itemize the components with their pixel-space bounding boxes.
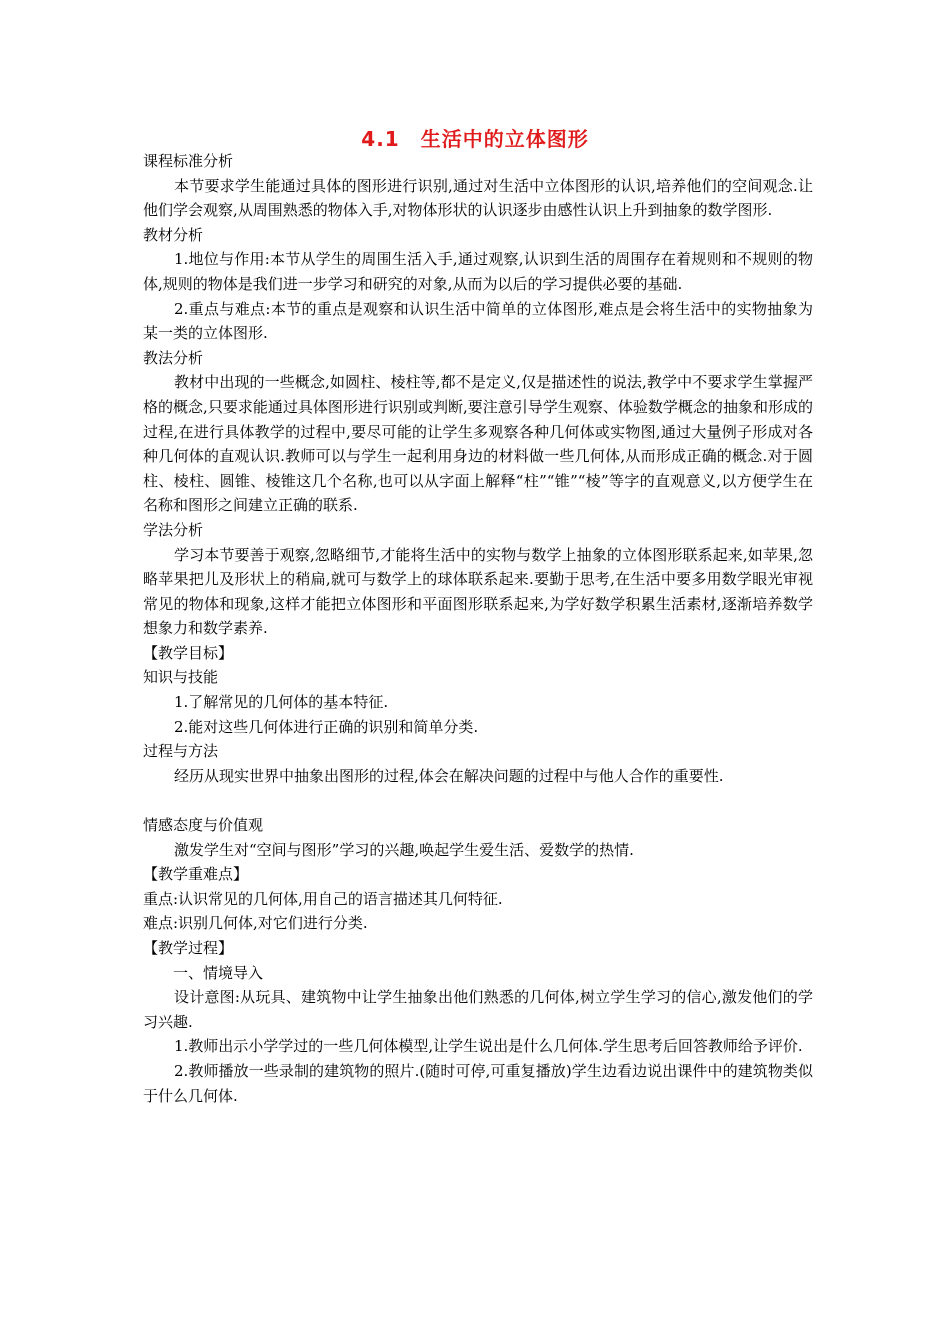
paragraph: 1.地位与作用:本节从学生的周围生活入手,通过观察,认识到生活的周围存在着规则和不规则的物体,规则的物体是我们进一步学习和研究的对象,从而为以后的学习提供必要的基础. <box>143 250 813 293</box>
key-point-line: 重点:认识常见的几何体,用自己的语言描述其几何特征. <box>143 889 503 908</box>
paragraph: 激发学生对“空间与图形”学习的兴趣,唤起学生爱生活、爱数学的热情. <box>174 840 634 859</box>
section-heading-process: 【教学过程】 <box>143 939 234 957</box>
section-heading-teaching-method: 教法分析 <box>143 348 204 367</box>
subheading-process: 过程与方法 <box>143 742 219 761</box>
paragraph: 教材中出现的一些概念,如圆柱、棱柱等,都不是定义,仅是描述性的说法,教学中不要求学生掌握严格的概念,只要求能通过具体图形进行识别或判断,要注意引导学生观察、体验数学概念的抽象和形成的过程,在进行具体教学的过程中,要尽可能的让学生多观察各种几何体或实物图,通过大量例子形成对各种几何体的直观认识.教师可以与学生一起利用身边的材料做一些几何体,从而形成正确的概念.对于圆柱、棱柱、圆锥、棱锥这几个名称,也可以从字面上解释“柱”“锥”“棱”等字的直观意义,以方便学生在名称和图形之间建立正确的联系. <box>143 373 813 515</box>
subheading-attitude: 情感态度与价值观 <box>143 816 264 835</box>
paragraph: 设计意图:从玩具、建筑物中让学生抽象出他们熟悉的几何体,树立学生学习的信心,激发他们的学习兴趣. <box>143 988 813 1031</box>
section-heading-learning-method: 学法分析 <box>143 520 204 539</box>
list-item: 2.教师播放一些录制的建筑物的照片.(随时可停,可重复播放)学生边看边说出课件中的建筑物类似于什么几何体. <box>143 1061 813 1105</box>
paragraph: 经历从现实世界中抽象出图形的过程,体会在解决问题的过程中与他人合作的重要性. <box>174 766 724 785</box>
subheading-knowledge: 知识与技能 <box>143 668 219 687</box>
list-item: 1.了解常见的几何体的基本特征. <box>174 693 389 712</box>
difficulty-line: 难点:识别几何体,对它们进行分类. <box>143 914 368 933</box>
blank-line <box>143 788 813 813</box>
section-heading-curriculum: 课程标准分析 <box>143 152 234 170</box>
page-title: 4.1 生活中的立体图形 <box>361 127 589 151</box>
step-heading: 一、情境导入 <box>173 963 264 982</box>
paragraph: 2.重点与难点:本节的重点是观察和认识生活中简单的立体图形,难点是会将生活中的实物抽象为某一类的立体图形. <box>143 299 813 343</box>
section-heading-key-points: 【教学重难点】 <box>143 865 249 884</box>
section-heading-textbook: 教材分析 <box>143 225 204 244</box>
list-item: 2.能对这些几何体进行正确的识别和简单分类. <box>174 717 479 736</box>
paragraph: 学习本节要善于观察,忽略细节,才能将生活中的实物与数学上抽象的立体图形联系起来,如苹果,忽略苹果把儿及形状上的稍扁,就可与数学上的球体联系起来.要勤于思考,在生活中要多用数学眼光审视常见的物体和现象,这样才能把立体图形和平面图形联系起来,为学好数学积累生活素材,逐渐培养数学想象力和数学素养. <box>143 545 813 638</box>
list-item: 1.教师出示小学学过的一些几何体模型,让学生说出是什么几何体.学生思考后回答教师给予评价. <box>174 1037 803 1056</box>
section-heading-objectives: 【教学目标】 <box>143 643 234 662</box>
document-body <box>143 149 813 1108</box>
paragraph: 本节要求学生能通过具体的图形进行识别,通过对生活中立体图形的认识,培养他们的空间观念.让他们学会观察,从周围熟悉的物体入手,对物体形状的认识逐步由感性认识上升到抽象的数学图形. <box>143 176 813 220</box>
